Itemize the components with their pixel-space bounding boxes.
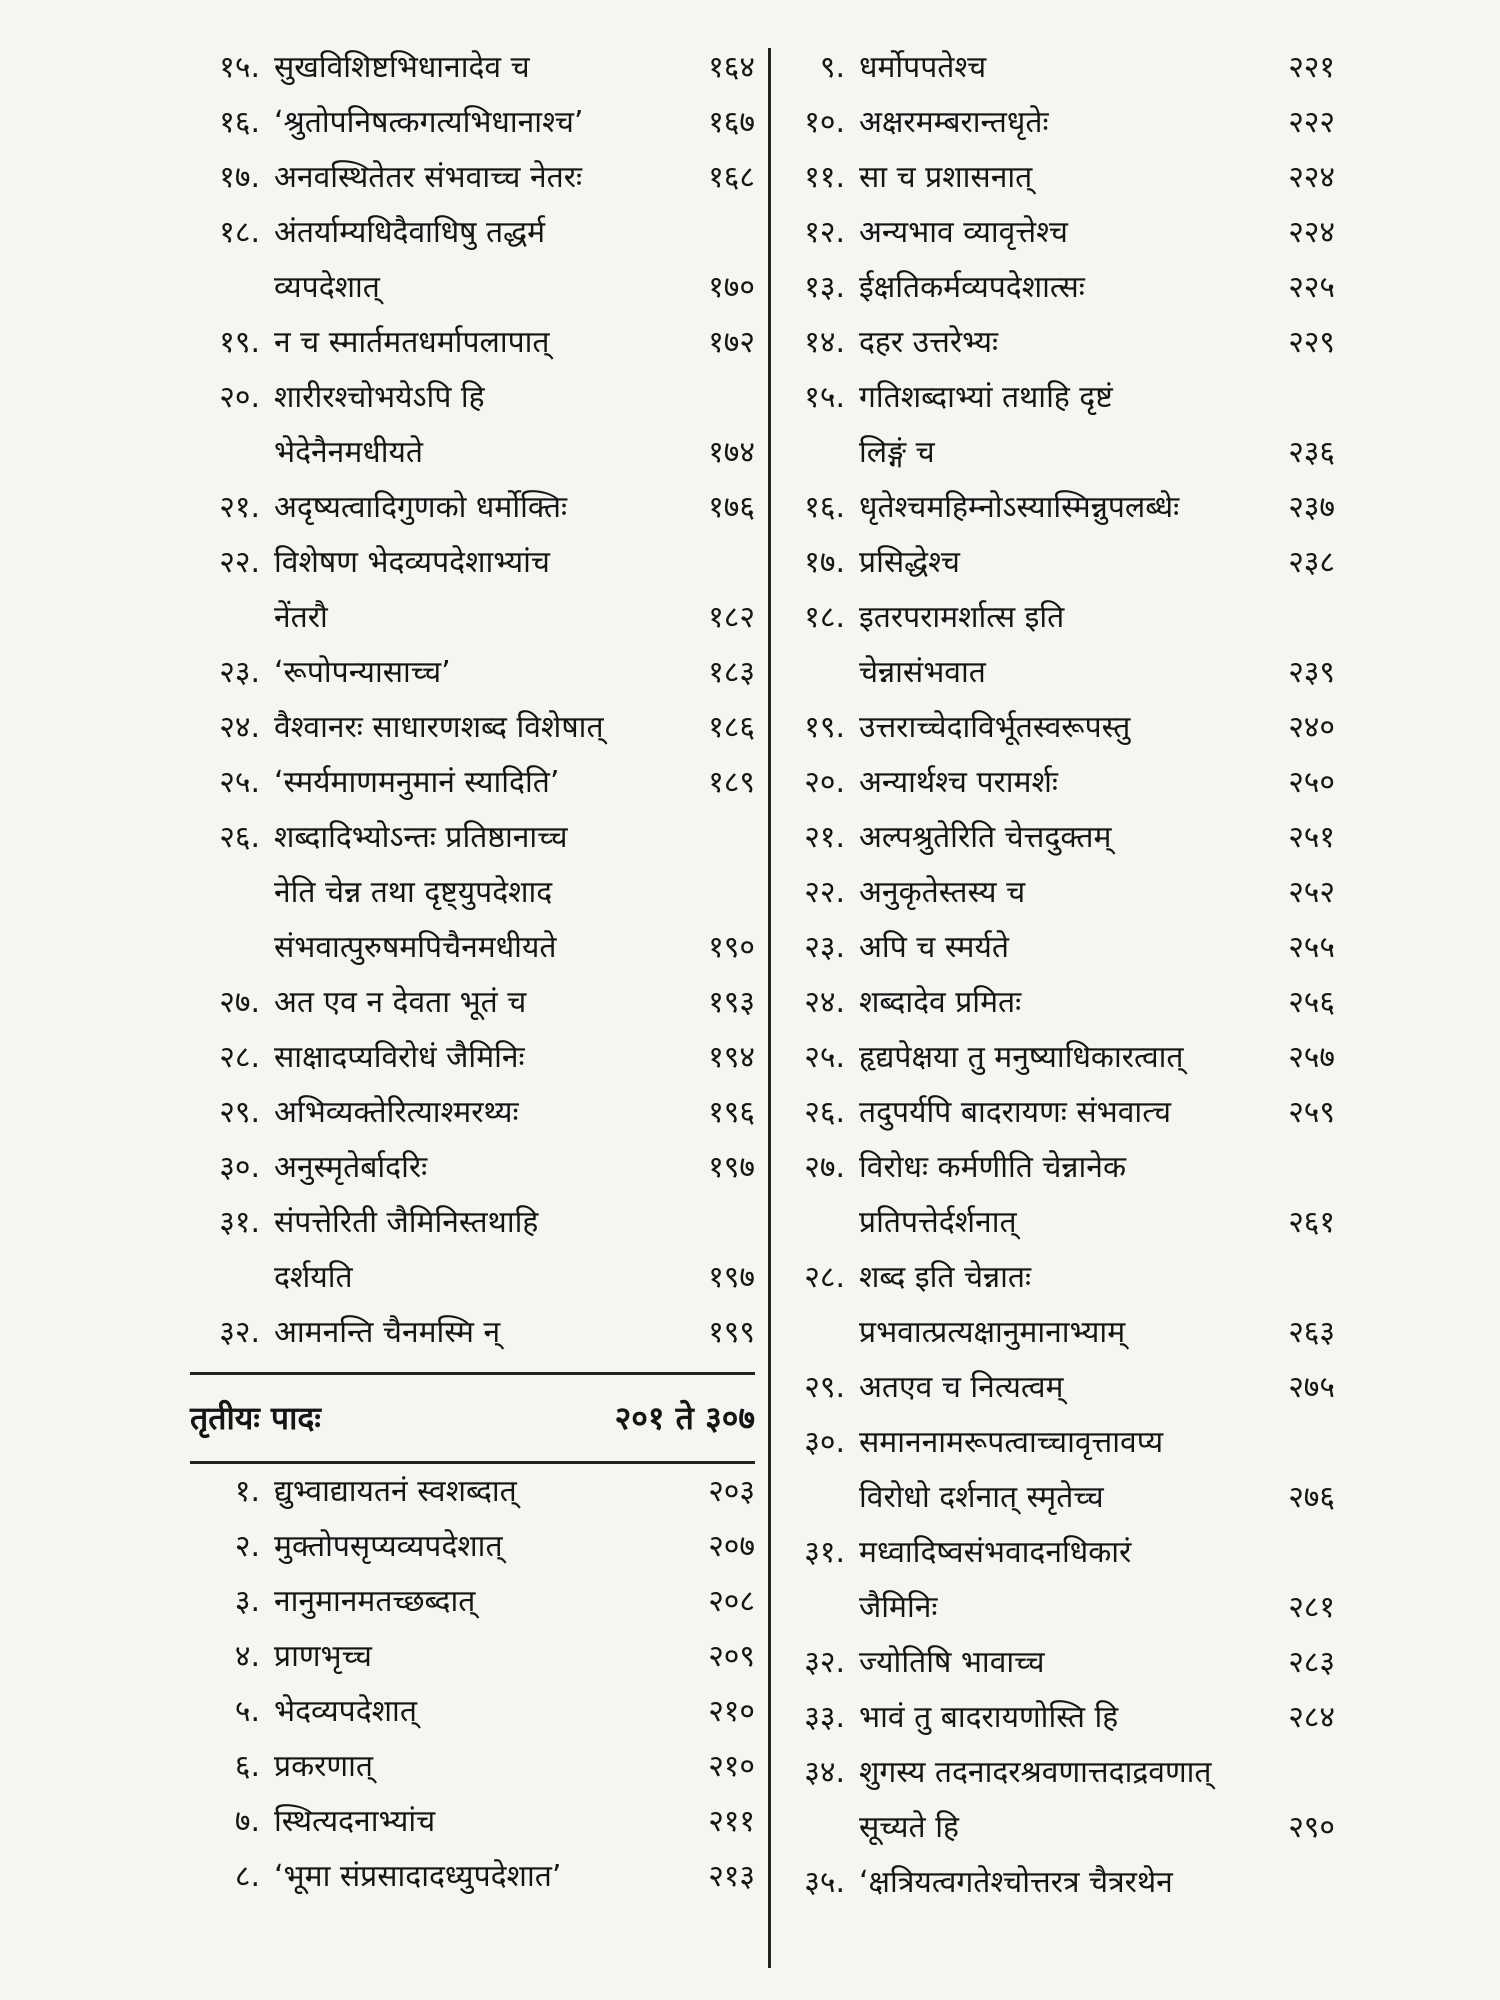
- entry-title: शुगस्य तदनादरश्रवणात्तदाद्रवणात्: [859, 1755, 1212, 1790]
- entry-page-number: १६७: [708, 105, 755, 140]
- entry-page-number: २५९: [1288, 1095, 1335, 1130]
- entry-page-number: २९०: [1288, 1810, 1335, 1845]
- entry-title: ‘क्षत्रियत्वगतेश्चोत्तरत्र चैत्ररथेन: [859, 1865, 1173, 1900]
- entry-title: अदृष्यत्वादिगुणको धर्मोक्तिः: [274, 490, 568, 525]
- entry-number: ३०.: [804, 1425, 845, 1460]
- entry-title: अभिव्यक्तेरित्याश्मरथ्यः: [274, 1095, 519, 1130]
- entry-title: नेति चेन्न तथा दृष्ट्युपदेशाद: [274, 875, 553, 910]
- entry-title: जैमिनिः: [859, 1590, 938, 1625]
- entry-page-number: २५०: [1288, 765, 1335, 800]
- index-entry-line: [190, 755, 755, 810]
- entry-title: शब्दादिभ्योऽन्तः प्रतिष्ठानाच्च: [274, 820, 568, 855]
- entry-page-number: २३८: [1288, 545, 1335, 580]
- left-column: [190, 40, 755, 1904]
- entry-number: २९.: [219, 1095, 260, 1130]
- index-entry-line: [190, 700, 755, 755]
- entry-number: २०.: [219, 380, 260, 415]
- index-entry-line: [775, 40, 1335, 95]
- entry-number: ३२.: [219, 1315, 260, 1350]
- index-entry-line: [775, 315, 1335, 370]
- entry-title: अक्षरमम्बरान्तधृतेः: [859, 105, 1049, 140]
- entry-title: ईक्षतिकर्मव्यपदेशात्सः: [859, 270, 1085, 305]
- entry-title: धृतेश्चमहिम्नोऽस्यास्मिन्नुपलब्धेः: [859, 490, 1180, 525]
- entry-title: उत्तराच्चेदाविर्भूतस्वरूपस्तु: [859, 710, 1131, 745]
- index-entry-line: [775, 1800, 1335, 1855]
- left-entries-bottom: [190, 1464, 755, 1904]
- entry-page-number: २१०: [708, 1749, 755, 1784]
- index-entry-line: [775, 150, 1335, 205]
- entry-title: नेंतरौ: [274, 600, 328, 635]
- entry-page-number: १७२: [708, 325, 755, 360]
- entry-title: अनवस्थितेतर संभवाच्च नेतरः: [274, 160, 583, 195]
- entry-number: ९.: [819, 50, 845, 85]
- entry-page-number: २५१: [1288, 820, 1335, 855]
- entry-number: ३३.: [804, 1700, 845, 1735]
- entry-title: प्रभवात्प्रत्यक्षानुमानाभ्याम्: [859, 1315, 1126, 1350]
- index-entry-line: [775, 700, 1335, 755]
- index-entry-line: [775, 1580, 1335, 1635]
- entry-page-number: १९७: [708, 1260, 755, 1295]
- entry-title: प्रकरणात्: [274, 1749, 373, 1784]
- index-entry-line: [775, 95, 1335, 150]
- entry-title: अल्पश्रुतेरिति चेत्तदुक्तम्: [859, 820, 1112, 855]
- entry-page-number: २४०: [1288, 710, 1335, 745]
- entry-number: ७.: [234, 1804, 260, 1839]
- entry-page-number: २३९: [1288, 655, 1335, 690]
- entry-title: अपि च स्मर्यते: [859, 930, 1009, 965]
- entry-page-number: १८२: [708, 600, 755, 635]
- entry-page-number: १७०: [708, 270, 755, 305]
- entry-number: ३२.: [804, 1645, 845, 1680]
- entry-title: भावं तु बादरायणोस्ति हि: [859, 1700, 1119, 1735]
- entry-page-number: २१०: [708, 1694, 755, 1729]
- entry-title: प्रसिद्धेश्च: [859, 545, 960, 580]
- entry-title: ज्योतिषि भावाच्च: [859, 1645, 1045, 1680]
- index-entry-line: [190, 645, 755, 700]
- entry-page-number: २५६: [1288, 985, 1335, 1020]
- index-entry-line: [775, 1635, 1335, 1690]
- index-entry-line: [775, 1745, 1335, 1800]
- index-entry-line: [775, 920, 1335, 975]
- entry-title: मध्वादिष्वसंभवादनधिकारं: [859, 1535, 1132, 1570]
- entry-page-number: २६१: [1288, 1205, 1335, 1240]
- index-entry-line: [775, 1140, 1335, 1195]
- entry-title: साक्षादप्यविरोधं जैमिनिः: [274, 1040, 525, 1075]
- entry-number: २८.: [804, 1260, 845, 1295]
- column-divider: [768, 48, 771, 1968]
- index-entry-line: [190, 1629, 755, 1684]
- entry-title: इतरपरामर्शात्स इति: [859, 600, 1065, 635]
- entry-title: विशेषण भेदव्यपदेशाभ्यांच: [274, 545, 550, 580]
- index-entry-line: [775, 480, 1335, 535]
- entry-number: १७.: [804, 545, 845, 580]
- entry-number: ३.: [234, 1584, 260, 1619]
- entry-number: २७.: [804, 1150, 845, 1185]
- right-column: [775, 40, 1335, 1910]
- entry-title: अनुस्मृतेर्बादरिः: [274, 1150, 428, 1185]
- entry-title: समाननामरूपत्वाच्चावृत्तावप्य: [859, 1425, 1164, 1460]
- index-entry-line: [775, 1085, 1335, 1140]
- entry-title: ‘रूपोपन्यासाच्च’: [274, 655, 451, 690]
- entry-number: ५.: [234, 1694, 260, 1729]
- entry-page-number: १७४: [708, 435, 755, 470]
- entry-number: १२.: [804, 215, 845, 250]
- right-entries: [775, 40, 1335, 1910]
- entry-number: १४.: [804, 325, 845, 360]
- index-entry-line: [190, 1794, 755, 1849]
- index-entry-line: [190, 150, 755, 205]
- entry-page-number: २०७: [708, 1529, 755, 1564]
- entry-number: १५.: [219, 50, 260, 85]
- entry-number: ३५.: [804, 1865, 845, 1900]
- index-entry-line: [775, 1415, 1335, 1470]
- index-entry-line: [775, 425, 1335, 480]
- index-entry-line: [775, 590, 1335, 645]
- index-entry-line: [190, 95, 755, 150]
- entry-page-number: २५७: [1288, 1040, 1335, 1075]
- index-entry-line: [775, 1470, 1335, 1525]
- entry-page-number: १६८: [708, 160, 755, 195]
- entry-page-number: २२४: [1288, 160, 1335, 195]
- entry-title: हृद्यपेक्षया तु मनुष्याधिकारत्वात्: [859, 1040, 1184, 1075]
- entry-number: ३०.: [219, 1150, 260, 1185]
- index-entry-line: [190, 535, 755, 590]
- entry-page-number: २८४: [1288, 1700, 1335, 1735]
- entry-page-number: १९६: [708, 1095, 755, 1130]
- section-page-range: २०१ ते ३०७: [614, 1399, 755, 1437]
- entry-number: २५.: [804, 1040, 845, 1075]
- index-entry-line: [775, 1360, 1335, 1415]
- entry-number: १५.: [804, 380, 845, 415]
- index-entry-line: [775, 370, 1335, 425]
- entry-number: २६.: [219, 820, 260, 855]
- entry-number: ८.: [234, 1859, 260, 1894]
- entry-page-number: २२९: [1288, 325, 1335, 360]
- index-entry-line: [190, 370, 755, 425]
- entry-page-number: २२५: [1288, 270, 1335, 305]
- entry-page-number: २७५: [1288, 1370, 1335, 1405]
- entry-title: चेन्नासंभवात: [859, 655, 986, 690]
- entry-number: ११.: [804, 160, 845, 195]
- entry-title: सुखविशिष्टभिधानादेव च: [274, 50, 530, 85]
- entry-title: न च स्मार्तमतधर्मापलापात्: [274, 325, 550, 360]
- entry-page-number: १९४: [708, 1040, 755, 1075]
- entry-title: अंतर्याम्यधिदैवाधिषु तद्धर्म: [274, 215, 546, 250]
- entry-page-number: २५२: [1288, 875, 1335, 910]
- entry-title: नानुमानमतच्छब्दात्: [274, 1584, 476, 1619]
- entry-number: १६.: [219, 105, 260, 140]
- index-entry-line: [190, 425, 755, 480]
- index-entry-line: [775, 1690, 1335, 1745]
- index-entry-line: [775, 1195, 1335, 1250]
- index-entry-line: [775, 205, 1335, 260]
- index-entry-line: [190, 315, 755, 370]
- index-entry-line: [775, 865, 1335, 920]
- entry-page-number: १८९: [708, 765, 755, 800]
- index-entry-line: [190, 920, 755, 975]
- index-entry-line: [190, 975, 755, 1030]
- entry-page-number: १९९: [708, 1315, 755, 1350]
- index-entry-line: [190, 1519, 755, 1574]
- entry-title: गतिशब्दाभ्यां तथाहि दृष्टं: [859, 380, 1113, 415]
- entry-page-number: १९०: [708, 930, 755, 965]
- index-entry-line: [775, 755, 1335, 810]
- index-entry-line: [190, 810, 755, 865]
- section-header: [190, 1372, 755, 1464]
- entry-page-number: १८३: [708, 655, 755, 690]
- entry-title: संपत्तेरिती जैमिनिस्तथाहि: [274, 1205, 539, 1240]
- index-entry-line: [190, 1684, 755, 1739]
- index-entry-line: [775, 1030, 1335, 1085]
- index-entry-line: [190, 1739, 755, 1794]
- entry-title: ‘स्मर्यमाणमनुमानं स्यादिति’: [274, 765, 560, 800]
- entry-number: २८.: [219, 1040, 260, 1075]
- entry-page-number: २२२: [1288, 105, 1335, 140]
- entry-page-number: २०३: [708, 1474, 755, 1509]
- index-entry-line: [190, 1140, 755, 1195]
- section-label: तृतीयः पादः: [190, 1399, 321, 1437]
- entry-title: ‘श्रुतोपनिषत्कगत्यभिधानाश्च’: [274, 105, 584, 140]
- entry-number: २२.: [804, 875, 845, 910]
- index-entry-line: [190, 865, 755, 920]
- index-entry-line: [190, 1030, 755, 1085]
- entry-number: १८.: [804, 600, 845, 635]
- entry-number: २५.: [219, 765, 260, 800]
- entry-page-number: १७६: [708, 490, 755, 525]
- entry-number: ६.: [234, 1749, 260, 1784]
- index-entry-line: [775, 1305, 1335, 1360]
- entry-title: शब्द इति चेन्नातः: [859, 1260, 1032, 1295]
- index-entry-line: [775, 535, 1335, 590]
- entry-title: भेदव्यपदेशात्: [274, 1694, 417, 1729]
- entry-number: ४.: [234, 1639, 260, 1674]
- entry-number: १९.: [804, 710, 845, 745]
- entry-number: २३.: [804, 930, 845, 965]
- index-entry-line: [775, 1250, 1335, 1305]
- entry-number: २१.: [219, 490, 260, 525]
- entry-title: दहर उत्तरेभ्यः: [859, 325, 999, 360]
- entry-number: २७.: [219, 985, 260, 1020]
- entry-title: शारीरश्चोभयेऽपि हि: [274, 380, 485, 415]
- entry-number: ३१.: [804, 1535, 845, 1570]
- entry-title: सा च प्रशासनात्: [859, 160, 1033, 195]
- entry-number: २४.: [804, 985, 845, 1020]
- entry-number: २४.: [219, 710, 260, 745]
- index-entry-line: [190, 480, 755, 535]
- entry-title: प्रतिपत्तेर्दर्शनात्: [859, 1205, 1017, 1240]
- index-entry-line: [775, 260, 1335, 315]
- entry-number: १७.: [219, 160, 260, 195]
- index-entry-line: [190, 1195, 755, 1250]
- entry-title: अनुकृतेस्तस्य च: [859, 875, 1026, 910]
- index-entry-line: [775, 1855, 1335, 1910]
- entry-page-number: २०९: [708, 1639, 755, 1674]
- entry-title: स्थित्यदनाभ्यांच: [274, 1804, 436, 1839]
- entry-title: आमनन्ति चैनमस्मि न्: [274, 1315, 501, 1350]
- entry-page-number: २११: [708, 1804, 755, 1839]
- entry-title: विरोधो दर्शनात् स्मृतेच्च: [859, 1480, 1104, 1515]
- entry-page-number: २३६: [1288, 435, 1335, 470]
- index-entry-line: [190, 590, 755, 645]
- entry-title: अतएव च नित्यत्वम्: [859, 1370, 1064, 1405]
- entry-title: तदुपर्यपि बादरायणः संभवात्च: [859, 1095, 1172, 1130]
- entry-title: सूच्यते हि: [859, 1810, 959, 1845]
- left-entries-top: [190, 40, 755, 1360]
- entry-number: १८.: [219, 215, 260, 250]
- entry-page-number: २३७: [1288, 490, 1335, 525]
- entry-title: अन्यभाव व्यावृत्तेश्च: [859, 215, 1068, 250]
- entry-title: ‘भूमा संप्रसादादध्युपदेशात’: [274, 1859, 562, 1894]
- index-entry-line: [190, 1305, 755, 1360]
- index-entry-line: [775, 975, 1335, 1030]
- entry-page-number: १६४: [708, 50, 755, 85]
- index-entry-line: [190, 260, 755, 315]
- entry-number: १६.: [804, 490, 845, 525]
- entry-title: अन्यार्थश्च परामर्शः: [859, 765, 1058, 800]
- entry-number: ३४.: [804, 1755, 845, 1790]
- entry-number: १९.: [219, 325, 260, 360]
- entry-title: मुक्तोपसृप्यव्यपदेशात्: [274, 1529, 503, 1564]
- entry-page-number: २२४: [1288, 215, 1335, 250]
- entry-title: विरोधः कर्मणीति चेन्नानेक: [859, 1150, 1126, 1185]
- entry-title: द्युभ्वाद्यायतनं स्वशब्दात्: [274, 1474, 517, 1509]
- index-entry-line: [190, 1464, 755, 1519]
- entry-title: व्यपदेशात्: [274, 270, 380, 305]
- entry-page-number: २६३: [1288, 1315, 1335, 1350]
- entry-title: लिङ्गं च: [859, 435, 935, 470]
- entry-number: १०.: [804, 105, 845, 140]
- entry-number: २३.: [219, 655, 260, 690]
- entry-number: २.: [234, 1529, 260, 1564]
- entry-page-number: २०८: [708, 1584, 755, 1619]
- index-entry-line: [775, 1525, 1335, 1580]
- entry-title: भेदेनैनमधीयते: [274, 435, 423, 470]
- entry-page-number: २५५: [1288, 930, 1335, 965]
- entry-title: दर्शयति: [274, 1260, 353, 1295]
- entry-number: १३.: [804, 270, 845, 305]
- entry-title: शब्दादेव प्रमितः: [859, 985, 1022, 1020]
- entry-page-number: २८३: [1288, 1645, 1335, 1680]
- entry-number: ३१.: [219, 1205, 260, 1240]
- entry-page-number: २८१: [1288, 1590, 1335, 1625]
- entry-number: २९.: [804, 1370, 845, 1405]
- entry-number: १.: [234, 1474, 260, 1509]
- entry-page-number: २७६: [1288, 1480, 1335, 1515]
- entry-page-number: १९३: [708, 985, 755, 1020]
- entry-number: २०.: [804, 765, 845, 800]
- entry-page-number: २१३: [708, 1859, 755, 1894]
- entry-title: प्राणभृच्च: [274, 1639, 372, 1674]
- entry-title: अत एव न देवता भूतं च: [274, 985, 527, 1020]
- entry-page-number: १८६: [708, 710, 755, 745]
- entry-page-number: २२१: [1288, 50, 1335, 85]
- index-entry-line: [190, 1085, 755, 1140]
- index-entry-line: [190, 1574, 755, 1629]
- entry-page-number: १९७: [708, 1150, 755, 1185]
- entry-title: धर्मोपपतेश्च: [859, 50, 987, 85]
- index-entry-line: [190, 1849, 755, 1904]
- entry-number: २२.: [219, 545, 260, 580]
- entry-number: २६.: [804, 1095, 845, 1130]
- entry-title: वैश्वानरः साधारणशब्द विशेषात्: [274, 710, 604, 745]
- index-entry-line: [190, 40, 755, 95]
- index-entry-line: [190, 205, 755, 260]
- index-entry-line: [775, 810, 1335, 865]
- index-entry-line: [775, 645, 1335, 700]
- entry-number: २१.: [804, 820, 845, 855]
- index-entry-line: [190, 1250, 755, 1305]
- entry-title: संभवात्पुरुषमपिचैनमधीयते: [274, 930, 557, 965]
